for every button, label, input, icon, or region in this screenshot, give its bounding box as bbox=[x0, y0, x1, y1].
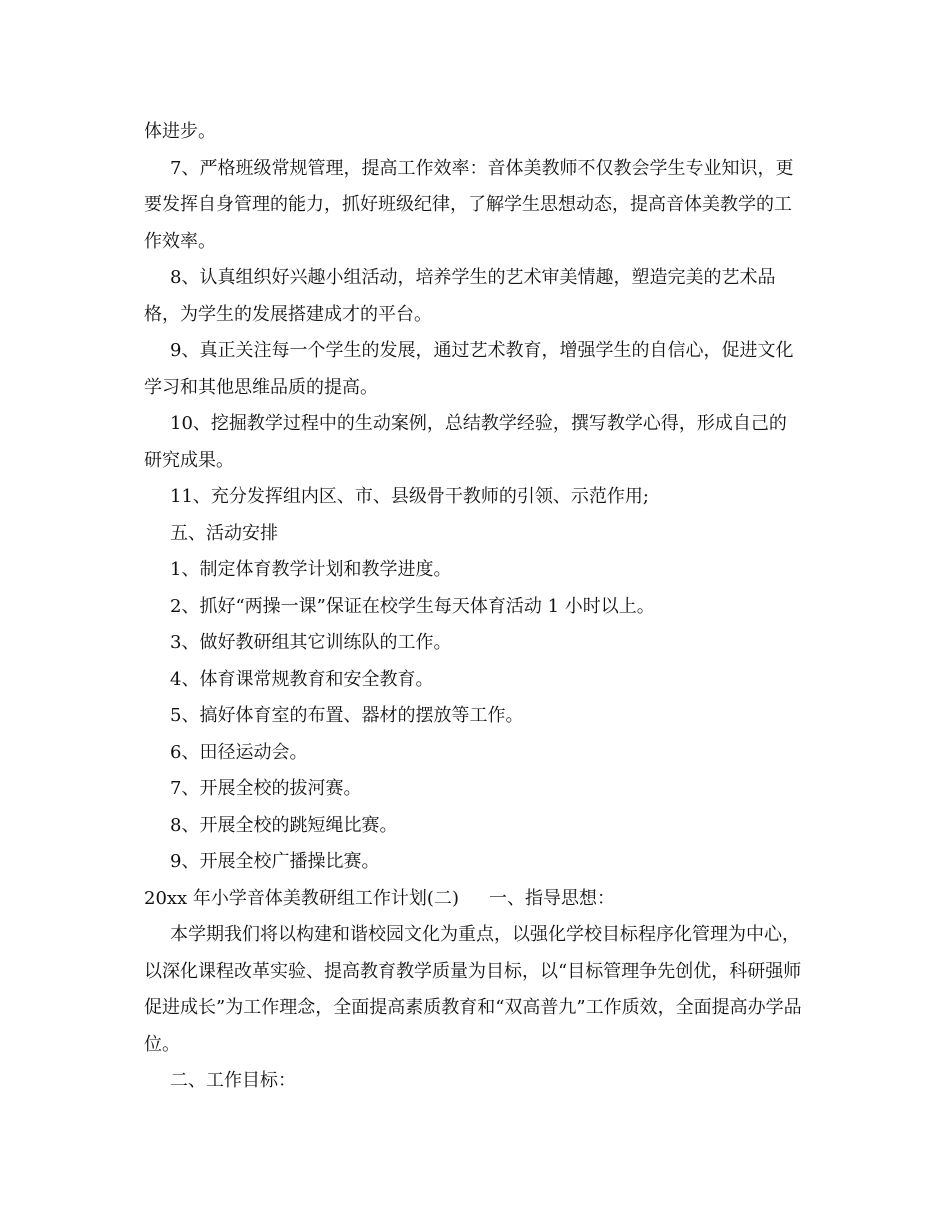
paragraph-item-11: 11、充分发挥组内区、市、县级骨干教师的引领、示范作用; bbox=[170, 486, 649, 507]
activity-item-8: 8、开展全校的跳短绳比赛。 bbox=[170, 814, 398, 836]
activity-item-7: 7、开展全校的拔河赛。 bbox=[170, 778, 362, 799]
activity-item-9: 9、开展全校广播操比赛。 bbox=[170, 851, 380, 872]
activity-item-6: 6、田径运动会。 bbox=[170, 741, 308, 763]
paragraph-item-8: 8、认真组织好兴趣小组活动，培养学生的艺术审美情趣，塑造完美的艺术品格，为学生的发展搭建成才的平台。 bbox=[144, 267, 776, 325]
paragraph-item-9: 9、真正关注每一个学生的发展，通过艺术教育，增强学生的自信心，促进文化学习和其他思维品质的提高。 bbox=[144, 340, 794, 398]
document-body bbox=[144, 114, 804, 1100]
section-heading-guiding-ideology: 一、指导思想： bbox=[488, 887, 615, 909]
plan-two-title-line bbox=[144, 881, 804, 918]
paragraph-guiding-ideology: 本学期我们将以构建和谐校园文化为重点，以强化学校目标程序化管理为中心，以深化课程改革实验、提高教育教学质量为目标，以“目标管理争先创优，科研强师促进成长”为工作理念，全面提高素质教育和“双高普九”工作质效，全面提高办学品位。 bbox=[144, 924, 802, 1055]
plan-two-title: 20xx 年小学音体美教研组工作计划(二) bbox=[144, 887, 459, 909]
activity-item-2: 2、抓好“两操一课”保证在校学生每天体育活动 1 小时以上。 bbox=[170, 595, 655, 617]
section-heading-work-goals: 二、工作目标： bbox=[170, 1070, 296, 1091]
activity-item-1: 1、制定体育教学计划和教学进度。 bbox=[170, 559, 452, 580]
paragraph-item-10: 10、挖掘教学过程中的生动案例，总结教学经验，撰写教学心得，形成自己的研究成果。 bbox=[144, 413, 787, 471]
activity-item-5: 5、搞好体育室的布置、器材的摆放等工作。 bbox=[170, 705, 524, 726]
paragraph-item-7: 7、严格班级常规管理，提高工作效率：音体美教师不仅教会学生专业知识，更要发挥自身管理的能力，抓好班级纪律，了解学生思想动态，提高音体美教学的工作效率。 bbox=[144, 157, 794, 252]
activity-item-4: 4、体育课常规教育和安全教育。 bbox=[170, 668, 434, 690]
activity-item-3: 3、做好教研组其它训练队的工作。 bbox=[170, 632, 452, 653]
section-heading-activities: 五、活动安排 bbox=[170, 522, 278, 544]
paragraph-continuation: 体进步。 bbox=[144, 121, 216, 142]
